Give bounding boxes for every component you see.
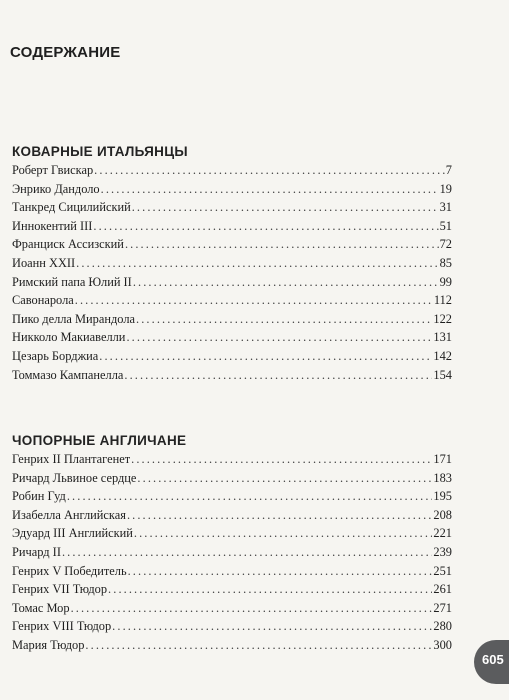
toc-dot-leader [101, 180, 439, 199]
toc-dot-leader [76, 254, 438, 273]
toc-entry-page: 19 [439, 181, 452, 196]
toc-entry-page: 300 [433, 637, 452, 652]
toc-dot-leader [131, 450, 432, 469]
toc-entry-page: 239 [433, 544, 452, 559]
toc-dot-leader [126, 328, 432, 347]
toc-entry-page: 183 [433, 470, 452, 485]
toc-entry-page: 221 [433, 526, 452, 541]
toc-entry-title: Генрих II Плантагенет [12, 452, 131, 466]
toc-entry[interactable] [12, 506, 452, 525]
toc-entry-page: 142 [433, 348, 452, 363]
page-number: 605 [482, 652, 504, 667]
toc-entry-page: 251 [433, 563, 452, 578]
toc-entry[interactable] [12, 254, 452, 273]
toc-entry[interactable] [12, 599, 452, 618]
toc-entry-title: Ричард II [12, 544, 61, 559]
toc-entry-page: 195 [433, 489, 452, 504]
toc-entry-page: 154 [433, 367, 452, 382]
toc-entry-title: Цезарь Борджиа [12, 348, 99, 363]
toc-entry[interactable] [12, 450, 452, 469]
toc-dot-leader [94, 161, 445, 180]
toc-dot-leader [62, 543, 432, 562]
toc-entry-title: Генрих VII Тюдор [12, 582, 108, 597]
toc-entry-title: Мария Тюдор [12, 637, 85, 652]
toc-dot-leader [124, 366, 432, 385]
toc-entry-title: Изабелла Английская [12, 507, 126, 522]
toc-entry[interactable] [12, 161, 452, 180]
toc-dot-leader [71, 599, 433, 618]
toc-dot-leader [127, 506, 432, 525]
toc-entry-title: Робин Гуд [12, 489, 66, 504]
toc-entry-title: Иннокентий III [12, 218, 93, 233]
toc-dot-leader [93, 217, 438, 236]
toc-dot-leader [133, 273, 439, 292]
section-title: КОВАРНЫЕ ИТАЛЬЯНЦЫ [12, 144, 188, 159]
toc-dot-leader [112, 617, 432, 636]
toc-dot-leader [75, 291, 433, 310]
page-title: СОДЕРЖАНИЕ [10, 44, 121, 61]
section-title: ЧОПОРНЫЕ АНГЛИЧАНЕ [12, 433, 187, 448]
toc-entry-title: Томмазо Кампанелла [12, 367, 124, 382]
toc-entry[interactable] [12, 636, 452, 655]
toc-entry-title: Генрих V Победитель [12, 563, 127, 578]
toc-entry-page: 99 [439, 274, 452, 289]
toc-dot-leader [125, 235, 439, 254]
toc-entry[interactable] [12, 347, 452, 366]
toc-entry[interactable] [12, 487, 452, 506]
toc-dot-leader [67, 487, 433, 506]
toc-entry[interactable] [12, 562, 452, 581]
toc-entry[interactable] [12, 291, 452, 310]
toc-entry-title: Эдуард III Английский [12, 526, 133, 541]
toc-entry-title: Ричард Львиное сердце [12, 470, 137, 485]
toc-entry-title: Томас Мор [12, 600, 70, 615]
toc-section-italians [12, 143, 452, 384]
toc-entry[interactable] [12, 524, 452, 543]
toc-entry-title: Роберт Гвискар [12, 163, 94, 177]
toc-entry[interactable] [12, 235, 452, 254]
toc-entry-page: 122 [433, 311, 452, 326]
toc-dot-leader [137, 469, 432, 488]
toc-dot-leader [99, 347, 432, 366]
toc-entry[interactable] [12, 543, 452, 562]
toc-entry[interactable] [12, 617, 452, 636]
toc-entry-page: 131 [433, 330, 452, 345]
toc-entry[interactable] [12, 469, 452, 488]
toc-dot-leader [136, 310, 432, 329]
toc-entry-title: Танкред Сицилийский [12, 200, 131, 215]
toc-entry-title: Никколо Макиавелли [12, 330, 126, 345]
toc-dot-leader [134, 524, 433, 543]
toc-dot-leader [132, 198, 439, 217]
toc-entry[interactable] [12, 366, 452, 385]
toc-list [12, 161, 452, 384]
toc-entry-page: 31 [439, 200, 452, 215]
toc-entry-title: Пико делла Мирандола [12, 311, 136, 326]
toc-entry-page: 112 [433, 293, 452, 308]
toc-dot-leader [128, 562, 433, 581]
toc-entry-page: 271 [433, 600, 452, 615]
toc-list [12, 450, 452, 655]
toc-entry-title: Савонарола [12, 293, 74, 308]
toc-entry-title: Иоанн XXII [12, 255, 76, 270]
toc-entry[interactable] [12, 273, 452, 292]
toc-entry-page: 51 [439, 218, 452, 233]
toc-entry-page: 7 [445, 163, 452, 177]
toc-entry-page: 208 [433, 507, 452, 522]
toc-entry-page: 85 [439, 255, 452, 270]
toc-entry-page: 280 [433, 619, 452, 634]
toc-entry[interactable] [12, 180, 452, 199]
toc-entry-title: Генрих VIII Тюдор [12, 619, 112, 634]
toc-entry[interactable] [12, 310, 452, 329]
toc-entry[interactable] [12, 217, 452, 236]
toc-dot-leader [85, 636, 432, 655]
toc-entry[interactable] [12, 328, 452, 347]
toc-entry-title: Энрико Дандоло [12, 181, 100, 196]
toc-entry-page: 261 [433, 582, 452, 597]
toc-entry[interactable] [12, 198, 452, 217]
toc-dot-leader [108, 580, 432, 599]
toc-section-englishmen [12, 432, 452, 655]
toc-entry-title: Франциск Ассизский [12, 237, 124, 252]
toc-entry[interactable] [12, 580, 452, 599]
toc-entry-page: 72 [439, 237, 452, 252]
toc-entry-title: Римский папа Юлий II [12, 274, 132, 289]
toc-entry-page: 171 [433, 452, 452, 466]
